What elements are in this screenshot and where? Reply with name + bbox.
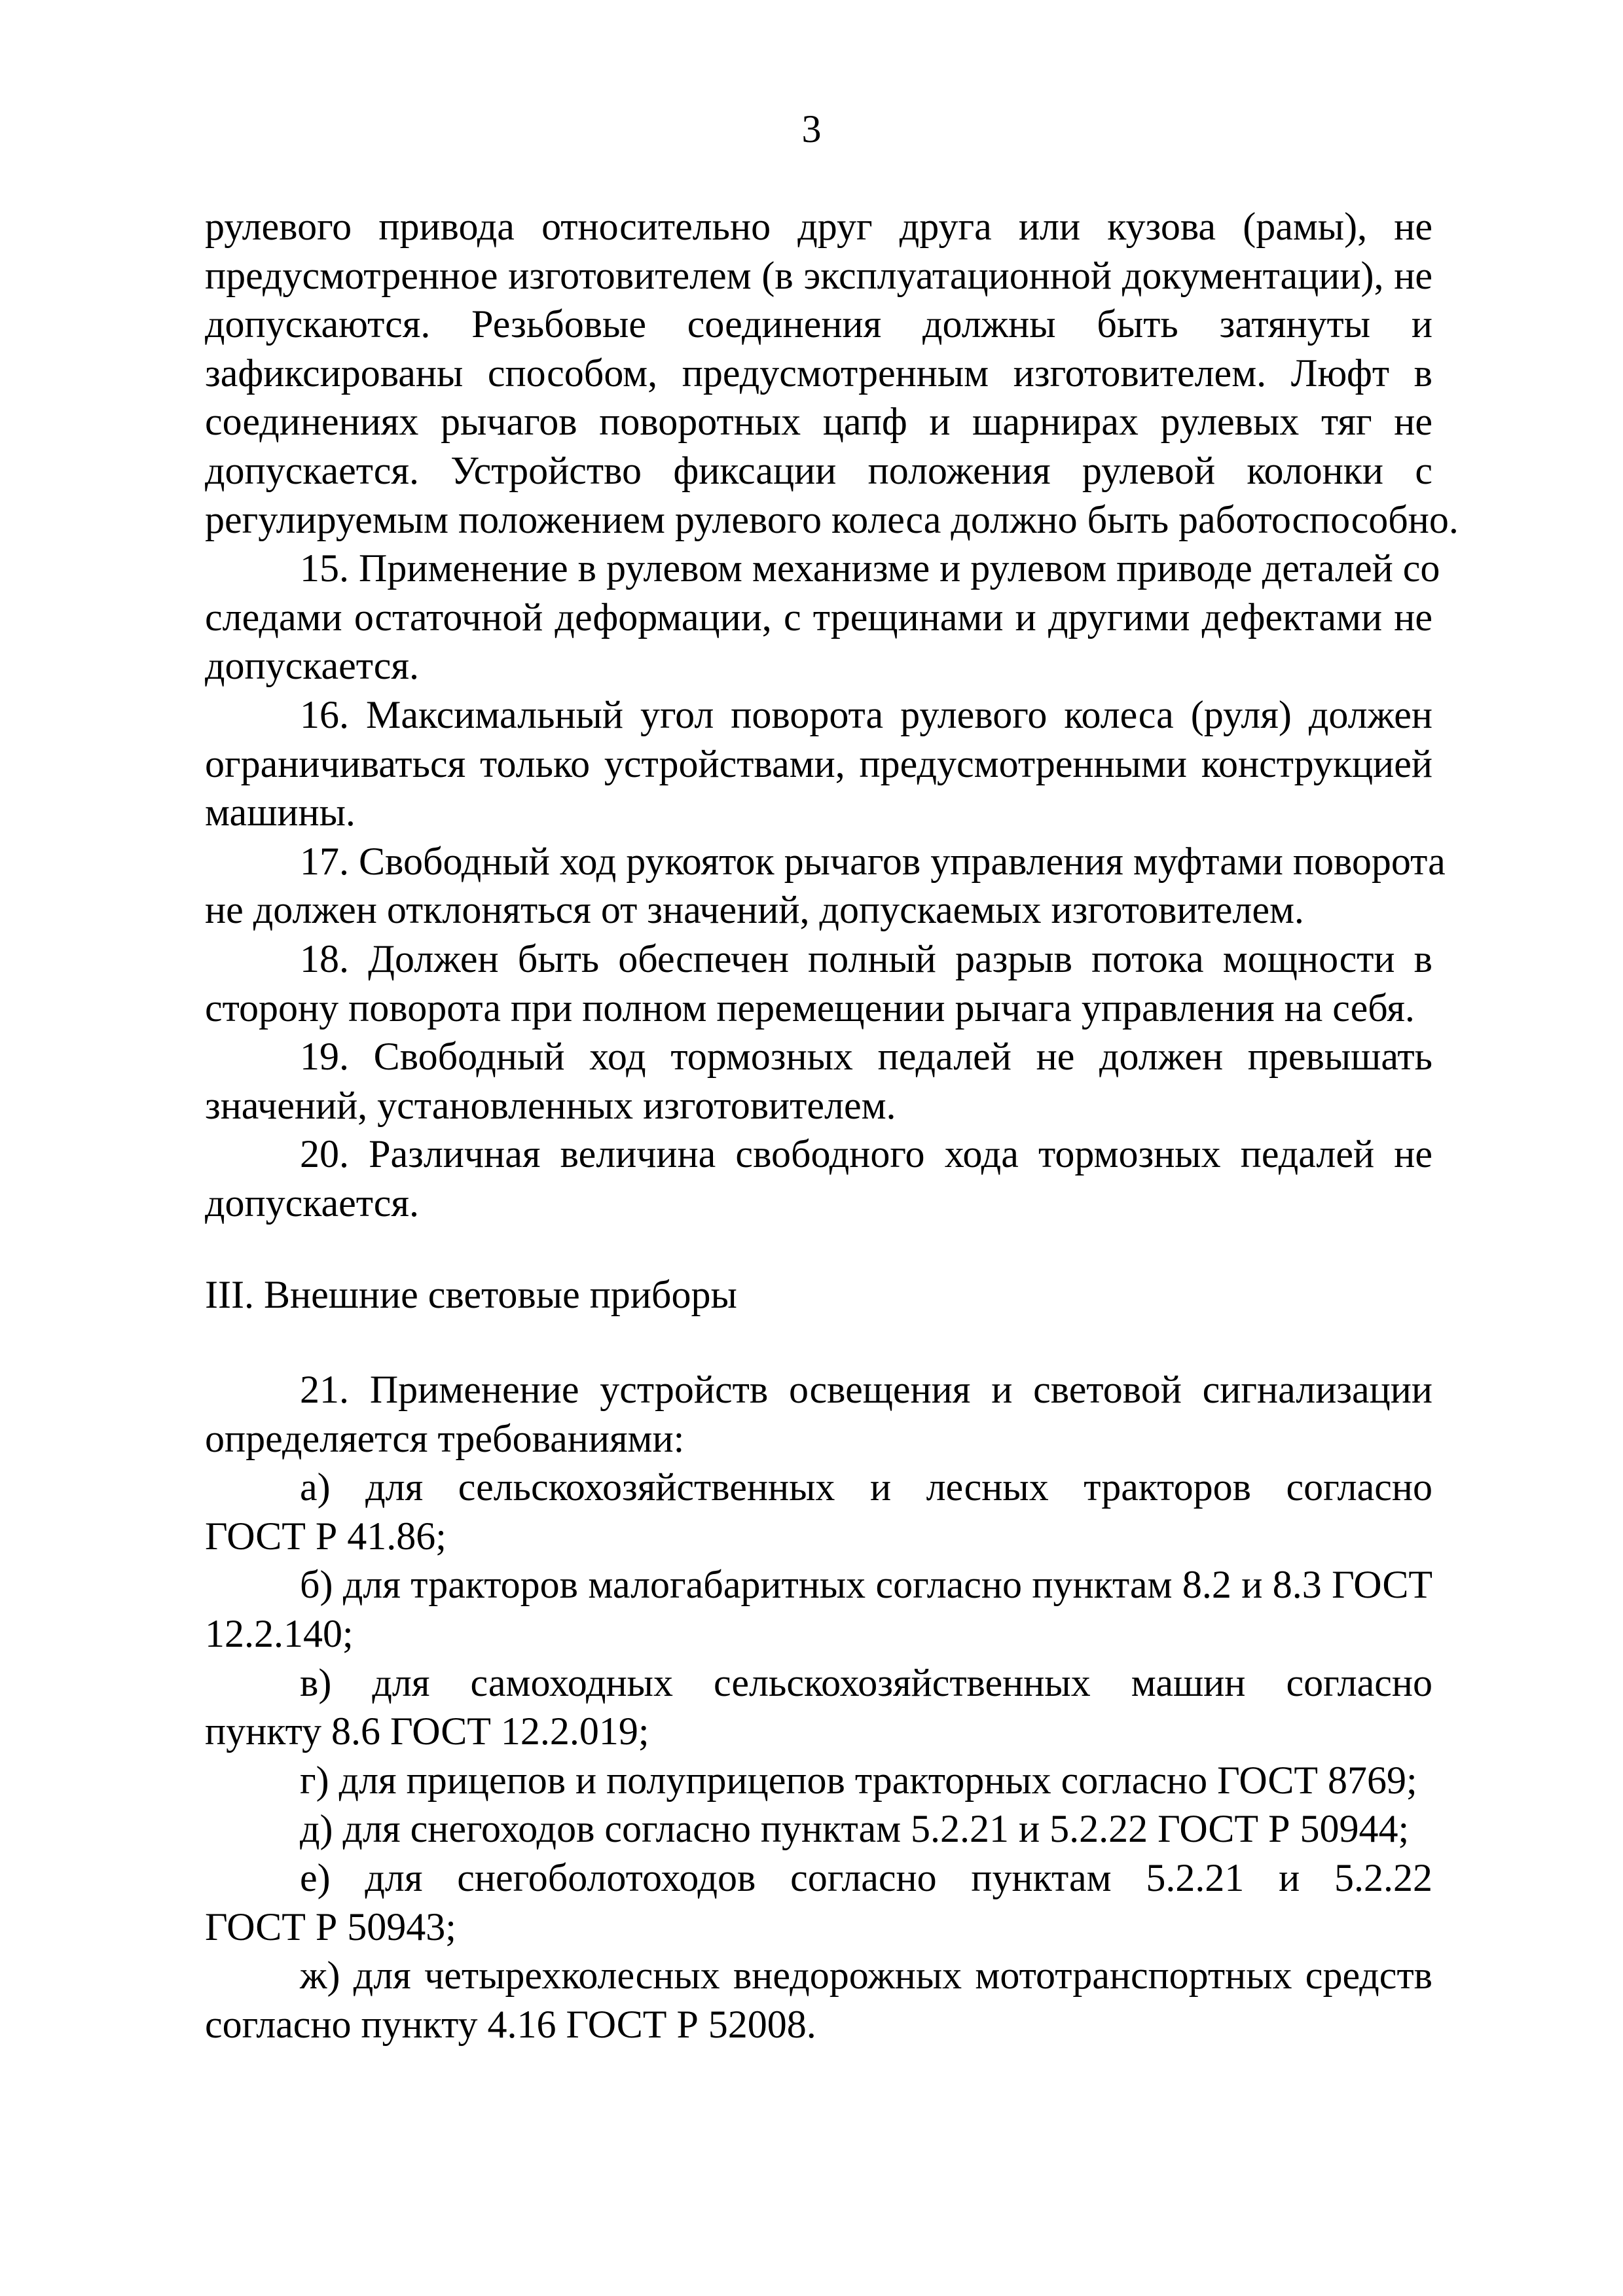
text-line: машины. <box>205 791 356 834</box>
text-line: не должен отклоняться от значений, допускаемых изготовителем. <box>205 888 1304 932</box>
text-line: 16. Максимальный угол поворота рулевого колеса (руля) должен <box>300 692 1432 736</box>
text-line: в) для самоходных сельскохозяйственных машин согласно <box>300 1660 1432 1704</box>
paragraph <box>205 1032 1432 1130</box>
text-line: предусмотренное изготовителем (в эксплуатационной документации), не <box>205 253 1432 297</box>
paragraph <box>205 1659 1432 1756</box>
text-line: регулируемым положением рулевого колеса должно быть работоспособно. <box>205 497 1459 541</box>
text-line: 18. Должен быть обеспечен полный разрыв потока мощности в <box>300 937 1432 980</box>
paragraph <box>205 202 1459 544</box>
text-line: ограничиваться только устройствами, предусмотренными конструкцией <box>205 742 1432 785</box>
paragraph <box>205 935 1432 1032</box>
text-line: 17. Свободный ход рукояток рычагов управления муфтами поворота <box>300 839 1446 883</box>
text-line: ГОСТ Р 41.86; <box>205 1514 447 1558</box>
text-line: ГОСТ Р 50943; <box>205 1905 456 1948</box>
paragraph <box>205 1804 1432 1854</box>
paragraph <box>205 1951 1432 2049</box>
text-line: допускается. <box>205 644 419 688</box>
text-line: III. Внешние световые приборы <box>205 1273 737 1317</box>
document-body <box>205 202 1459 2049</box>
text-line: соединениях рычагов поворотных цапф и шарнирах рулевых тяг не <box>205 400 1432 444</box>
paragraph <box>205 837 1446 935</box>
text-line: 20. Различная величина свободного хода тормозных педалей не <box>300 1132 1432 1176</box>
paragraph <box>205 1854 1432 1951</box>
paragraph <box>205 1365 1432 1463</box>
paragraph <box>205 691 1432 837</box>
text-line: следами остаточной деформации, с трещинами и другими дефектами не <box>205 595 1432 639</box>
text-line: 21. Применение устройств освещения и световой сигнализации <box>300 1368 1432 1412</box>
paragraph <box>205 1560 1432 1658</box>
paragraph <box>205 1463 1432 1560</box>
text-line: допускается. Устройство фиксации положения рулевой колонки с <box>205 448 1432 492</box>
paragraph <box>205 1130 1432 1227</box>
text-line: б) для тракторов малогабаритных согласно пунктам 8.2 и 8.3 ГОСТ <box>300 1563 1432 1607</box>
paragraph <box>205 1756 1432 1805</box>
text-line: зафиксированы способом, предусмотренным изготовителем. Люфт в <box>205 351 1432 395</box>
text-line: 12.2.140; <box>205 1612 354 1656</box>
text-line: допускается. <box>205 1181 419 1225</box>
text-line: сторону поворота при полном перемещении рычага управления на себя. <box>205 986 1415 1030</box>
text-line: а) для сельскохозяйственных и лесных тракторов согласно <box>300 1465 1432 1509</box>
section-heading <box>205 1270 1432 1319</box>
text-line: 19. Свободный ход тормозных педалей не должен превышать <box>300 1035 1432 1079</box>
text-line: значений, установленных изготовителем. <box>205 1083 896 1127</box>
text-line: пункту 8.6 ГОСТ 12.2.019; <box>205 1710 649 1753</box>
text-line: ж) для четырехколесных внедорожных мототранспортных средств <box>300 1954 1432 1998</box>
text-line: г) для прицепов и полуприцепов тракторных согласно ГОСТ 8769; <box>300 1758 1417 1802</box>
text-line: е) для снегоболотоходов согласно пунктам 5.2.21 и 5.2.22 <box>300 1856 1432 1899</box>
paragraph <box>205 544 1440 691</box>
page-number: 3 <box>801 107 822 151</box>
text-line: 15. Применение в рулевом механизме и рулевом приводе деталей со <box>300 547 1440 590</box>
text-line: допускаются. Резьбовые соединения должны быть затянуты и <box>205 302 1432 346</box>
text-line: д) для снегоходов согласно пунктам 5.2.21 и 5.2.22 ГОСТ Р 50944; <box>300 1807 1410 1851</box>
text-line: рулевого привода относительно друг друга или кузова (рамы), не <box>205 205 1432 248</box>
text-line: согласно пункту 4.16 ГОСТ Р 52008. <box>205 2002 816 2046</box>
text-line: определяется требованиями: <box>205 1416 685 1460</box>
